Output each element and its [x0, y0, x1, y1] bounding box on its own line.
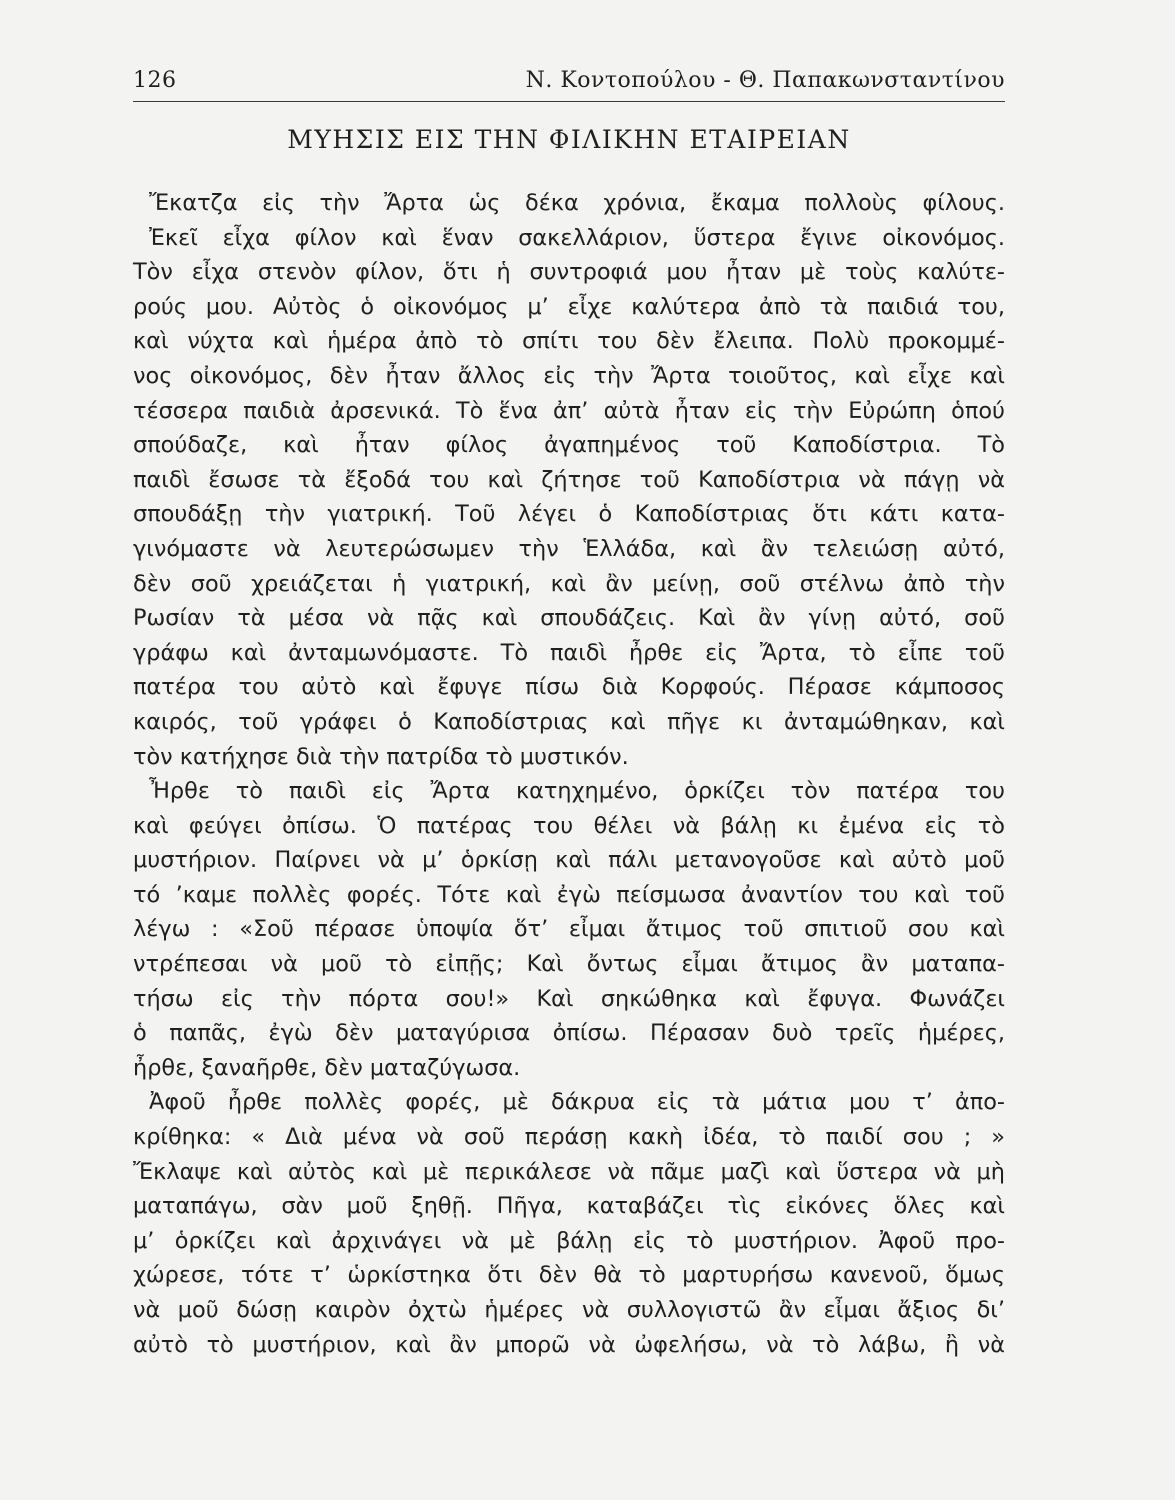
- text-line: Ἀφοῦ ἦρθε πολλὲς φορές, μὲ δάκρυα εἰς τὰ μάτια μου τ’ ἀπο-: [149, 1089, 1005, 1116]
- text-line: μυστήριον. Παίρνει νὰ μ’ ὁρκίσῃ καὶ πάλι μετανογοῦσε καὶ αὐτὸ μοῦ: [133, 847, 1005, 874]
- text-line: χώρεσε, τότε τ’ ὡρκίστηκα ὅτι δὲν θὰ τὸ μαρτυρήσω κανενοῦ, ὅμως: [133, 1262, 1005, 1289]
- text-line: τέσσερα παιδιὰ ἀρσενικά. Τὸ ἕνα ἀπ’ αὐτὰ ἦταν εἰς τὴν Εὐρώπη ὁπού: [133, 397, 1005, 424]
- text-line: τὸν κατήχησε διὰ τὴν πατρίδα τὸ μυστικόν.: [133, 743, 629, 770]
- text-line: νὰ μοῦ δώσῃ καιρὸν ὀχτὼ ἡμέρες νὰ συλλογιστῶ ἂν εἶμαι ἄξιος δι’: [133, 1297, 1005, 1323]
- text-line: αὐτὸ τὸ μυστήριον, καὶ ἂν μπορῶ νὰ ὠφελήσω, νὰ τὸ λάβω, ἢ νὰ: [133, 1331, 1005, 1358]
- text-line: τό ’καμε πολλὲς φορές. Τότε καὶ ἐγὼ πείσμωσα ἀναντίον του καὶ τοῦ: [133, 881, 1005, 908]
- text-line: νος οἰκονόμος, δὲν ἦταν ἄλλος εἰς τὴν Ἄρτα τοιοῦτος, καὶ εἶχε καὶ: [133, 362, 1005, 389]
- text-line: καὶ φεύγει ὀπίσω. Ὁ πατέρας του θέλει νὰ βάλῃ κι ἐμένα εἰς τὸ: [133, 812, 1005, 839]
- text-line: γράφω καὶ ἀνταμωνόμαστε. Τὸ παιδὶ ἦρθε εἰς Ἄρτα, τὸ εἶπε τοῦ: [133, 639, 1005, 666]
- text-line: Ἐκεῖ εἶχα φίλον καὶ ἕναν σακελλάριον, ὕστερα ἔγινε οἰκονόμος.: [149, 224, 1005, 251]
- text-line: ἦρθε, ξαναῆρθε, δὲν ματαζύγωσα.: [133, 1054, 521, 1081]
- page-number: 126: [133, 68, 177, 93]
- text-line: κρίθηκα: « Διὰ μένα νὰ σοῦ περάσῃ κακὴ ἰδέα, τὸ παιδί σου ; »: [133, 1124, 1005, 1151]
- text-line: ὁ παπᾶς, ἐγὼ δὲν ματαγύρισα ὀπίσω. Πέρασαν δυὸ τρεῖς ἡμέρες,: [133, 1020, 1005, 1047]
- body-text: [133, 186, 1005, 1362]
- text-line: Ἔκλαψε καὶ αὐτὸς καὶ μὲ περικάλεσε νὰ πᾶμε μαζὶ καὶ ὕστερα νὰ μὴ: [133, 1158, 1005, 1185]
- text-line: Ἦρθε τὸ παιδὶ εἰς Ἄρτα κατηχημένο, ὁρκίζει τὸν πατέρα του: [149, 778, 1005, 805]
- text-line: λέγω : «Σοῦ πέρασε ὑποψία ὅτ’ εἶμαι ἄτιμος τοῦ σπιτιοῦ σου καὶ: [133, 916, 1005, 943]
- section-title: ΜΥΗΣΙΣ ΕΙΣ ΤΗΝ ΦΙΛΙΚΗΝ ΕΤΑΙΡΕΙΑΝ: [287, 125, 851, 154]
- text-line: ντρέπεσαι νὰ μοῦ τὸ εἰπῇς; Καὶ ὄντως εἶμαι ἄτιμος ἂν ματαπα-: [133, 951, 1005, 978]
- text-line: πατέρα του αὐτὸ καὶ ἔφυγε πίσω διὰ Κορφούς. Πέρασε κάμποσος: [133, 674, 1005, 701]
- running-head: Ν. Κοντοπούλου - Θ. Παπακωνσταντίνου: [525, 68, 1005, 93]
- text-line: τήσω εἰς τὴν πόρτα σου!» Καὶ σηκώθηκα καὶ ἔφυγα. Φωνάζει: [133, 985, 1005, 1012]
- text-line: Τὸν εἶχα στενὸν φίλον, ὅτι ἡ συντροφιά μου ἦταν μὲ τοὺς καλύτε-: [133, 259, 1005, 286]
- text-line: δὲν σοῦ χρειάζεται ἡ γιατρική, καὶ ἂν μείνῃ, σοῦ στέλνω ἀπὸ τὴν: [133, 570, 1005, 597]
- text-line: σπούδαζε, καὶ ἦταν φίλος ἀγαπημένος τοῦ Καποδίστρια. Τὸ: [133, 432, 1005, 459]
- text-line: παιδὶ ἔσωσε τὰ ἔξοδά του καὶ ζήτησε τοῦ Καποδίστρια νὰ πάγῃ νὰ: [133, 466, 1005, 493]
- text-line: ματαπάγω, σὰν μοῦ ξηθῇ. Πῆγα, καταβάζει τὶς εἰκόνες ὅλες καὶ: [133, 1193, 1005, 1220]
- text-line: μ’ ὁρκίζει καὶ ἀρχινάγει νὰ μὲ βάλῃ εἰς τὸ μυστήριον. Ἀφοῦ προ-: [133, 1227, 1005, 1254]
- text-line: Ἔκατζα εἰς τὴν Ἄρτα ὡς δέκα χρόνια, ἔκαμα πολλοὺς φίλους.: [149, 190, 1005, 216]
- text-line: ρούς μου. Αὐτὸς ὁ οἰκονόμος μ’ εἶχε καλύτερα ἀπὸ τὰ παιδιά του,: [133, 293, 1005, 320]
- text-line: Ρωσίαν τὰ μέσα νὰ πᾷς καὶ σπουδάζεις. Καὶ ἂν γίνῃ αὐτό, σοῦ: [133, 605, 1005, 632]
- header-rule: [133, 101, 1005, 102]
- text-line: σπουδάξῃ τὴν γιατρική. Τοῦ λέγει ὁ Καποδίστριας ὅτι κάτι κατα-: [133, 501, 1005, 528]
- text-line: καιρός, τοῦ γράφει ὁ Καποδίστριας καὶ πῆγε κι ἀνταμώθηκαν, καὶ: [133, 708, 1005, 735]
- text-line: γινόμαστε νὰ λευτερώσωμεν τὴν Ἑλλάδα, καὶ ἂν τελειώσῃ αὐτό,: [133, 535, 1005, 562]
- text-line: καὶ νύχτα καὶ ἡμέρα ἀπὸ τὸ σπίτι του δὲν ἔλειπα. Πολὺ προκομμέ-: [133, 328, 1005, 355]
- page-header: [133, 64, 1005, 100]
